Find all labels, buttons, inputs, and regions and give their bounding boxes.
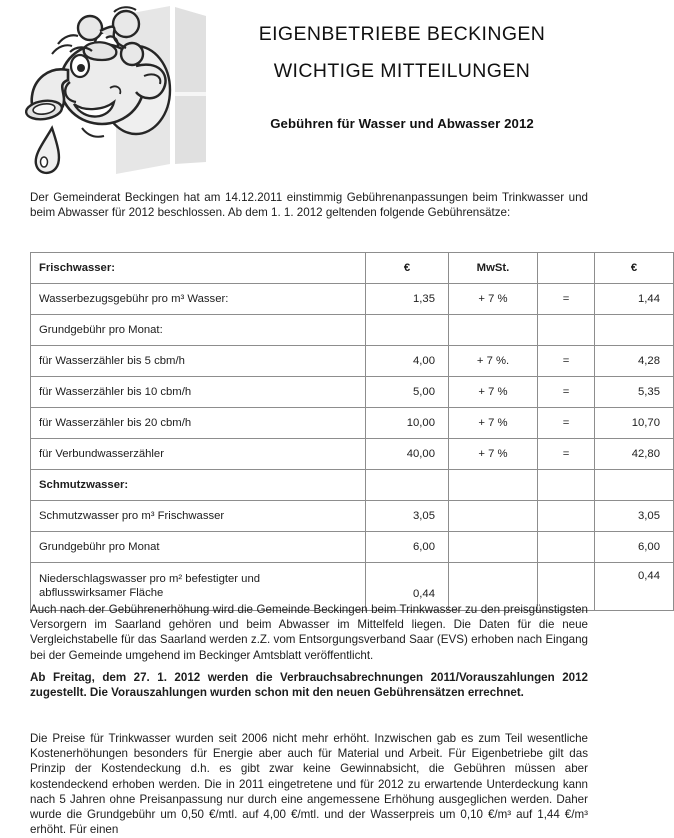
table-cell-label: Wasserbezugsgebühr pro m³ Wasser: <box>31 284 366 315</box>
table-cell-eur1: 5,00 <box>366 377 449 408</box>
table-cell-label: Grundgebühr pro Monat: <box>31 315 366 346</box>
table-cell-mwst: + 7 % <box>449 377 538 408</box>
table-row <box>31 377 674 408</box>
table-cell-eq <box>538 532 595 563</box>
table-cell-eur1: 10,00 <box>366 408 449 439</box>
table-cell-eur1: 3,05 <box>366 501 449 532</box>
table-cell-mwst <box>449 501 538 532</box>
intro-paragraph: Der Gemeinderat Beckingen hat am 14.12.2011 einstimmig Gebührenanpassungen beim Trinkwasser und beim Abwasser für 2012 beschlossen. Ab dem 1. 1. 2012 geltenden folgende Gebührensätze: <box>30 191 588 220</box>
table-cell-label: Schmutzwasser: <box>31 470 366 501</box>
logo <box>18 4 208 182</box>
table-cell-mwst: + 7 % <box>449 439 538 470</box>
table-cell-mwst: + 7 %. <box>449 346 538 377</box>
table-cell-eur2: 5,35 <box>595 377 674 408</box>
table-cell-eur1: 4,00 <box>366 346 449 377</box>
page-title: EIGENBETRIEBE BECKINGEN <box>258 23 546 45</box>
table-cell-label: Grundgebühr pro Monat <box>31 532 366 563</box>
title-block <box>200 24 604 131</box>
table-cell-eur2 <box>595 470 674 501</box>
table-cell-eur1: 1,35 <box>366 284 449 315</box>
table-cell-eq: = <box>538 346 595 377</box>
table-row <box>31 532 674 563</box>
table-row <box>31 315 674 346</box>
table-cell-eur2: 10,70 <box>595 408 674 439</box>
table-cell-eur1 <box>366 470 449 501</box>
table-cell-label-line2: abflusswirksamer Fläche <box>39 586 164 599</box>
fee-table <box>30 252 674 611</box>
table-row <box>31 253 674 284</box>
table-cell-eur2: 3,05 <box>595 501 674 532</box>
closing-paragraph: Die Preise für Trinkwasser wurden seit 2006 nicht mehr erhöht. Inzwischen gab es zum Teil wesentliche Kostenerhöhungen besonders für Energie aber auch für Material und Arbeit. Für Eigenbetriebe gilt das Prinzip der Kostendeckung d.h. es gibt zwar keine Gewinnabsicht, die Gebühren müssen aber kostendeckend erhoben werden. Die in 2011 eingetretene und für 2012 zu erwartende Unterdeckung kann nach 5 Jahren ohne Preisanpassung nur durch eine angemessene Erhöhung ausgeglichen werden. Daher wurde die Grundgebühr um 0,50 €/mtl. auf 4,00 €/mtl. und der Wasserpreis um 0,10 €/m³ auf 1,44 €/m³ erhöht. Für einen <box>30 732 588 837</box>
table-cell-eur1: € <box>366 253 449 284</box>
table-cell-eq <box>538 253 595 284</box>
document-header <box>0 0 620 182</box>
table-cell-label: für Wasserzähler bis 5 cbm/h <box>31 346 366 377</box>
table-cell-eq: = <box>538 408 595 439</box>
table-cell-mwst: + 7 % <box>449 284 538 315</box>
table-cell-eur1: 6,00 <box>366 532 449 563</box>
table-cell-eur2: 4,28 <box>595 346 674 377</box>
table-cell-mwst: + 7 % <box>449 408 538 439</box>
table-cell-eur1: 40,00 <box>366 439 449 470</box>
cartoon-faucet-with-water-drop-icon <box>18 4 208 182</box>
document-subtitle: Gebühren für Wasser und Abwasser 2012 <box>270 115 534 131</box>
table-row <box>31 346 674 377</box>
table-cell-eq <box>538 315 595 346</box>
table-cell-mwst <box>449 532 538 563</box>
table-cell-eur2: 6,00 <box>595 532 674 563</box>
table-cell-label: für Verbundwasserzähler <box>31 439 366 470</box>
bold-notice-paragraph: Ab Freitag, dem 27. 1. 2012 werden die Verbrauchsabrechnungen 2011/Vorauszahlungen 2012 zugestellt. Die Vorauszahlungen wurden schon mit den neuen Gebührensätzen errechnet. <box>30 671 588 700</box>
table-cell-eq: = <box>538 439 595 470</box>
table-cell-label-lines <box>39 570 357 603</box>
table-cell-mwst <box>449 315 538 346</box>
after-table-paragraph: Auch nach der Gebührenerhöhung wird die Gemeinde Beckingen beim Trinkwasser zu den preisgünstigsten Versorgern im Saarland gehören und beim Abwasser im Mittelfeld liegen. Die Daten für die neue Vergleichstabelle für das Saarland werden z.Z. vom Entsorgungsverband Saar (EVS) erhoben nach Eingang bei der Gemeinde umgehend im Beckinger Amtsblatt veröffentlicht. <box>30 603 588 662</box>
table-cell-label: für Wasserzähler bis 10 cbm/h <box>31 377 366 408</box>
table-cell-eur1-value: 0,44 <box>413 588 435 600</box>
table-cell-eur2 <box>595 315 674 346</box>
table-cell-eur2: 1,44 <box>595 284 674 315</box>
fee-table-body <box>31 253 674 611</box>
table-cell-label: für Wasserzähler bis 20 cbm/h <box>31 408 366 439</box>
table-row <box>31 439 674 470</box>
table-row <box>31 408 674 439</box>
table-cell-label: Frischwasser: <box>31 253 366 284</box>
table-cell-label-line1: Niederschlagswasser pro m² befestigter und <box>39 572 261 585</box>
table-cell-eq <box>538 470 595 501</box>
table-row <box>31 284 674 315</box>
table-cell-eq <box>538 501 595 532</box>
table-cell-eur2 <box>595 563 674 611</box>
table-cell-eq: = <box>538 284 595 315</box>
table-row <box>31 501 674 532</box>
table-cell-eur2: € <box>595 253 674 284</box>
table-cell-label: Schmutzwasser pro m³ Frischwasser <box>31 501 366 532</box>
table-row <box>31 470 674 501</box>
table-cell-mwst: MwSt. <box>449 253 538 284</box>
page-subtitle-heading: WICHTIGE MITTEILUNGEN <box>273 60 531 83</box>
table-cell-mwst <box>449 470 538 501</box>
table-cell-eur2-value: 0,44 <box>638 570 660 582</box>
table-cell-eur2: 42,80 <box>595 439 674 470</box>
table-cell-eq: = <box>538 377 595 408</box>
table-cell-eur1 <box>366 315 449 346</box>
